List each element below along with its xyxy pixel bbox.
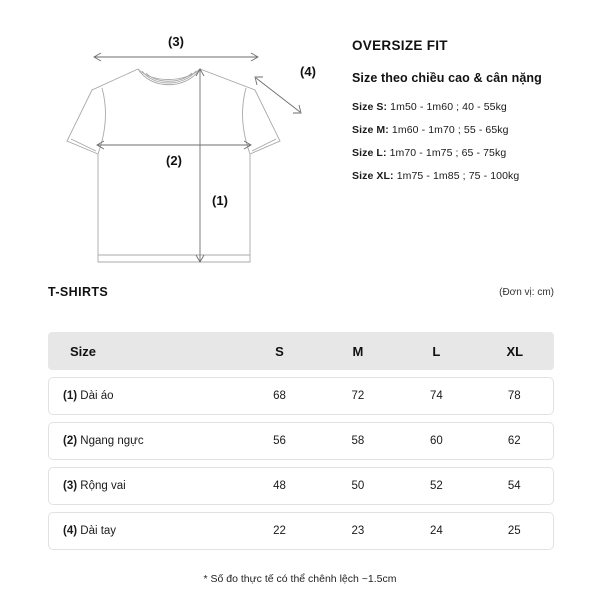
fit-line-m-value: 1m60 - 1m70 ; 55 - 65kg	[391, 124, 509, 136]
row-index: (3)	[63, 480, 78, 492]
cell-sleeve-s: 22	[240, 512, 318, 550]
fit-line-l-label: Size L:	[352, 147, 387, 159]
fit-line-xl	[352, 170, 582, 182]
fit-line-m-label: Size M:	[352, 124, 389, 136]
table-row	[48, 512, 554, 550]
fit-title: OVERSIZE FIT	[352, 38, 448, 53]
fit-line-s	[352, 101, 582, 113]
cell-sleeve-l: 24	[397, 512, 475, 550]
row-index: (1)	[63, 390, 78, 402]
row-name: Rộng vai	[80, 480, 126, 492]
sleeve-dimension-label: (4)	[300, 64, 316, 79]
cell-shoulder-s: 48	[240, 467, 318, 505]
fit-line-l-value: 1m70 - 1m75 ; 65 - 75kg	[389, 147, 507, 159]
row-label-chest	[48, 422, 240, 460]
row-index: (2)	[63, 435, 78, 447]
table-caption: T-SHIRTS	[48, 285, 109, 299]
table-row	[48, 377, 554, 415]
sleeve-dimension-line	[256, 78, 300, 112]
column-header-size: Size	[48, 332, 240, 370]
fit-line-xl-label: Size XL:	[352, 170, 394, 182]
fit-line-m	[352, 124, 582, 136]
cell-chest-s: 56	[240, 422, 318, 460]
column-header-m: M	[319, 332, 397, 370]
dimension-lines	[94, 53, 301, 262]
table-row	[48, 467, 554, 505]
cell-shoulder-xl: 54	[476, 467, 554, 505]
cell-shoulder-m: 50	[319, 467, 397, 505]
cell-chest-m: 58	[319, 422, 397, 460]
cell-length-s: 68	[240, 377, 318, 415]
cell-length-xl: 78	[476, 377, 554, 415]
measurement-tolerance-note: * Số đo thực tế có thể chênh lệch ~1.5cm	[203, 573, 397, 585]
fit-line-xl-value: 1m75 - 1m85 ; 75 - 100kg	[396, 170, 520, 182]
row-name: Dài áo	[80, 390, 114, 402]
fit-line-s-label: Size S:	[352, 101, 388, 113]
row-index: (4)	[63, 525, 78, 537]
table-header-row	[48, 332, 554, 370]
column-header-xl: XL	[476, 332, 554, 370]
top-section	[0, 0, 600, 280]
fit-information-panel	[352, 38, 582, 193]
chest-dimension-label: (2)	[166, 153, 182, 168]
cell-shoulder-l: 52	[397, 467, 475, 505]
size-table	[48, 325, 554, 557]
fit-subtitle: Size theo chiều cao & cân nặng	[352, 71, 542, 85]
cell-length-l: 74	[397, 377, 475, 415]
cell-sleeve-xl: 25	[476, 512, 554, 550]
tshirt-diagram	[28, 28, 328, 278]
cell-chest-l: 60	[397, 422, 475, 460]
row-name: Ngang ngực	[80, 435, 144, 447]
cell-chest-xl: 62	[476, 422, 554, 460]
fit-line-l	[352, 147, 582, 159]
row-label-sleeve	[48, 512, 240, 550]
unit-note: (Đơn vị: cm)	[499, 287, 554, 298]
table-heading-row	[48, 285, 554, 311]
shoulder-dimension-label: (3)	[168, 34, 184, 49]
row-name: Dài tay	[80, 525, 117, 537]
row-label-length	[48, 377, 240, 415]
cell-length-m: 72	[319, 377, 397, 415]
column-header-l: L	[397, 332, 475, 370]
row-label-shoulder	[48, 467, 240, 505]
fit-line-s-value: 1m50 - 1m60 ; 40 - 55kg	[390, 101, 507, 113]
tshirt-illustration-svg	[28, 28, 328, 278]
column-header-s: S	[240, 332, 318, 370]
length-dimension-label: (1)	[212, 193, 228, 208]
cell-sleeve-m: 23	[319, 512, 397, 550]
size-table-section	[0, 285, 600, 585]
table-row	[48, 422, 554, 460]
